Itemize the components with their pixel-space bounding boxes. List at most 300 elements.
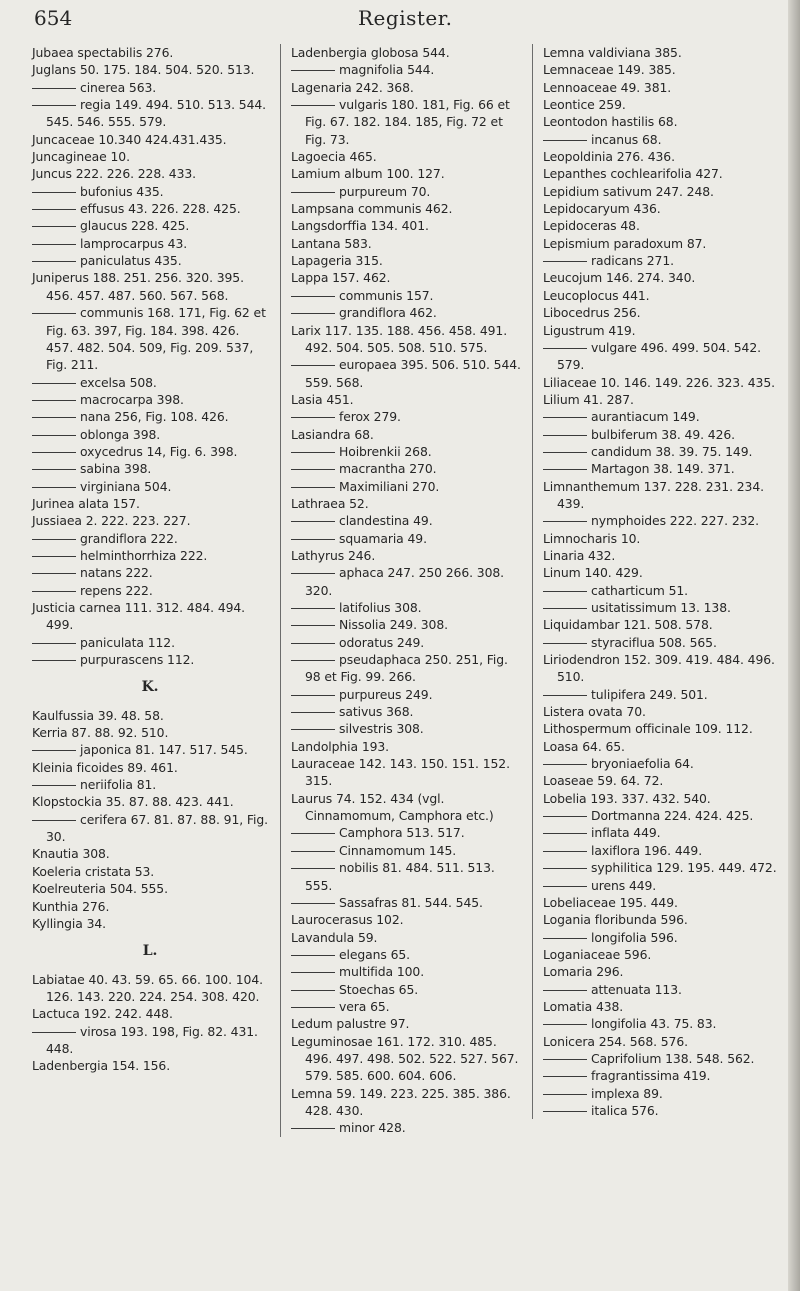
index-subentry [291, 443, 523, 460]
entry-text: Linaria 432. [543, 547, 616, 563]
index-entry [291, 495, 523, 512]
index-entry [543, 720, 777, 737]
page-header [0, 0, 788, 40]
index-entry [291, 1085, 523, 1120]
repeat-dash [291, 313, 335, 314]
entry-text: virginiana 504. [80, 478, 172, 494]
entry-text: paniculatus 435. [80, 253, 182, 269]
index-entry [543, 269, 777, 286]
entry-text: sabina 398. [80, 461, 152, 477]
entry-text: Lemnaceae 149. 385. [543, 62, 676, 78]
entry-text: paniculata 112. [80, 634, 175, 650]
entry-text: Ladenbergia globosa 544. [291, 45, 450, 60]
index-subentry [543, 686, 777, 703]
entry-text: Lantana 583. [291, 235, 372, 251]
index-entry [543, 44, 777, 61]
index-subentry [543, 842, 777, 859]
index-subentry [32, 217, 268, 234]
index-entry [291, 217, 523, 234]
entry-text: Lasia 451. [291, 391, 354, 407]
index-entry [543, 478, 777, 513]
entry-text: Martagon 38. 149. 371. [591, 461, 735, 477]
repeat-dash [32, 785, 76, 786]
entry-text: Juglans 50. 175. 184. 504. 520. 513. [32, 62, 255, 78]
entry-text: Ligustrum 419. [543, 322, 636, 338]
index-subentry [32, 374, 268, 391]
entry-text: Landolphia 193. [291, 738, 390, 754]
entry-text: Koeleria cristata 53. [32, 863, 155, 879]
entry-text: Listera ovata 70. [543, 704, 646, 720]
repeat-dash [543, 764, 587, 765]
repeat-dash [32, 556, 76, 557]
index-subentry [32, 460, 268, 477]
index-subentry [32, 96, 268, 131]
index-subentry [32, 651, 268, 668]
index-subentry [32, 776, 268, 793]
entry-text: minor 428. [339, 1120, 406, 1136]
index-entry [32, 898, 268, 915]
index-entry [291, 165, 523, 182]
index-subentry [291, 824, 523, 841]
index-subentry [291, 356, 523, 391]
index-entry [543, 183, 777, 200]
entry-text: Limnanthemum 137. 228. 231. 234. 439. [543, 478, 764, 511]
entry-text: neriifolia 81. [80, 777, 157, 793]
index-entry [543, 564, 777, 581]
entry-text: Lavandula 59. [291, 929, 378, 945]
index-entry [291, 1033, 523, 1085]
entry-text: nana 256, Fig. 108. 426. [80, 409, 229, 425]
index-subentry [32, 200, 268, 217]
entry-text: Jurinea alata 157. [32, 495, 140, 511]
index-subentry [32, 183, 268, 200]
entry-text: Lobeliaceae 195. 449. [543, 894, 678, 910]
entry-text: Lomatia 438. [543, 998, 624, 1014]
index-entry [32, 1005, 268, 1022]
entry-text: Laurocerasus 102. [291, 912, 404, 928]
entry-text: oblonga 398. [80, 426, 161, 442]
entry-text: europaea 395. 506. 510. 544. 559. 568. [305, 357, 521, 390]
entry-text: italica 576. [591, 1102, 659, 1118]
entry-text: inflata 449. [591, 825, 661, 841]
entry-text: Jubaea spectabilis 276. [32, 45, 174, 60]
index-subentry [543, 634, 777, 651]
entry-text: silvestris 308. [339, 721, 424, 737]
entry-text: Lemna valdiviana 385. [543, 45, 682, 60]
entry-text: magnifolia 544. [339, 62, 435, 78]
entry-text: Leontice 259. [543, 97, 626, 113]
index-subentry [32, 582, 268, 599]
index-subentry [543, 755, 777, 772]
repeat-dash [543, 695, 587, 696]
index-entry [32, 759, 268, 776]
repeat-dash [291, 695, 335, 696]
index-entry [32, 148, 268, 165]
entry-text: Lamium album 100. 127. [291, 166, 445, 182]
index-entry [543, 911, 777, 928]
index-subentry [543, 426, 777, 443]
entry-text: Nissolia 249. 308. [339, 617, 448, 633]
entry-text: repens 222. [80, 582, 153, 598]
entry-text: natans 222. [80, 565, 153, 581]
index-subentry [291, 651, 523, 686]
entry-text: incanus 68. [591, 131, 662, 147]
index-entry [291, 755, 523, 790]
index-entry [32, 793, 268, 810]
entry-text: Lepidium sativum 247. 248. [543, 183, 714, 199]
index-subentry [291, 61, 523, 78]
index-subentry [543, 131, 777, 148]
index-entry [291, 738, 523, 755]
index-subentry [291, 981, 523, 998]
index-entry [291, 269, 523, 286]
entry-text: purpurascens 112. [80, 652, 195, 668]
entry-text: Lampsana communis 462. [291, 201, 453, 217]
repeat-dash [291, 296, 335, 297]
index-subentry [291, 408, 523, 425]
entry-text: syphilitica 129. 195. 449. 472. [591, 860, 777, 876]
repeat-dash [543, 938, 587, 939]
index-subentry [32, 408, 268, 425]
entry-text: Lauraceae 142. 143. 150. 151. 152. 315. [291, 756, 510, 789]
repeat-dash [543, 348, 587, 349]
index-subentry [543, 443, 777, 460]
index-subentry [543, 981, 777, 998]
entry-text: elegans 65. [339, 946, 410, 962]
entry-text: Knautia 308. [32, 846, 110, 862]
index-subentry [543, 824, 777, 841]
entry-text: Lappa 157. 462. [291, 270, 391, 286]
index-subentry [543, 1102, 777, 1119]
index-subentry [291, 96, 523, 148]
index-entry [32, 269, 268, 304]
entry-text: bufonius 435. [80, 183, 164, 199]
repeat-dash [543, 886, 587, 887]
index-subentry [32, 530, 268, 547]
entry-text: latifolius 308. [339, 600, 422, 615]
index-entry [543, 530, 777, 547]
repeat-dash [543, 868, 587, 869]
entry-text: radicans 271. [591, 253, 674, 269]
index-entry [543, 165, 777, 182]
index-subentry [291, 616, 523, 633]
entry-text: Lasiandra 68. [291, 426, 374, 442]
entry-text: Cinnamomum 145. [339, 842, 457, 858]
index-entry [543, 96, 777, 113]
entry-text: squamaria 49. [339, 530, 427, 546]
index-entry [543, 894, 777, 911]
repeat-dash [32, 573, 76, 574]
index-subentry [543, 807, 777, 824]
index-subentry [32, 564, 268, 581]
entry-text: Kunthia 276. [32, 898, 110, 914]
index-subentry [291, 842, 523, 859]
index-entry [32, 880, 268, 897]
entry-text: aurantiacum 149. [591, 409, 700, 425]
index-entry [543, 200, 777, 217]
section-letter: K. [141, 679, 159, 696]
repeat-dash [543, 591, 587, 592]
page-number: 654 [34, 6, 73, 30]
entry-text: Liquidambar 121. 508. 578. [543, 617, 713, 633]
index-subentry [543, 252, 777, 269]
entry-text: odoratus 249. [339, 634, 425, 650]
entry-text: Sassafras 81. 544. 545. [339, 894, 483, 910]
entry-text: Liliaceae 10. 146. 149. 226. 323. 435. [543, 374, 775, 390]
repeat-dash [291, 833, 335, 834]
repeat-dash [291, 487, 335, 488]
entry-text: urens 449. [591, 877, 657, 893]
entry-text: vulgaris 180. 181, Fig. 66 et Fig. 67. 182. 184. 185, Fig. 72 et Fig. 73. [305, 97, 510, 147]
repeat-dash [291, 1128, 335, 1129]
index-subentry [543, 1067, 777, 1084]
index-entry [543, 287, 777, 304]
index-subentry [291, 703, 523, 720]
entry-text: longifolia 43. 75. 83. [591, 1016, 717, 1032]
index-subentry [291, 304, 523, 321]
index-entry [32, 44, 268, 61]
repeat-dash [32, 226, 76, 227]
index-subentry [32, 634, 268, 651]
repeat-dash [291, 712, 335, 713]
index-subentry [32, 304, 268, 373]
entry-text: Lagenaria 242. 368. [291, 79, 414, 95]
entry-text: Lathraea 52. [291, 495, 369, 511]
index-column-2 [280, 44, 523, 1137]
index-subentry [291, 287, 523, 304]
index-subentry [543, 460, 777, 477]
index-subentry [32, 79, 268, 96]
repeat-dash [32, 539, 76, 540]
index-entry [543, 148, 777, 165]
index-entry [543, 651, 777, 686]
index-entry [32, 1057, 268, 1074]
repeat-dash [291, 521, 335, 522]
entry-text: cinerea 563. [80, 79, 157, 95]
entry-text: attenuata 113. [591, 981, 682, 997]
repeat-dash [543, 140, 587, 141]
repeat-dash [32, 469, 76, 470]
entry-text: vera 65. [339, 998, 390, 1014]
index-subentry [32, 235, 268, 252]
repeat-dash [543, 1024, 587, 1025]
index-subentry [32, 811, 268, 846]
entry-text: Kyllingia 34. [32, 915, 106, 931]
entry-text: Hoibrenkii 268. [339, 443, 432, 459]
entry-text: candidum 38. 39. 75. 149. [591, 443, 753, 459]
index-subentry [32, 252, 268, 269]
entry-text: nymphoides 222. 227. 232. [591, 513, 760, 529]
repeat-dash [32, 1032, 76, 1033]
entry-text: Jussiaea 2. 222. 223. 227. [32, 513, 191, 529]
index-subentry [543, 512, 777, 529]
repeat-dash [291, 1007, 335, 1008]
repeat-dash [32, 660, 76, 661]
entry-text: Lepidoceras 48. [543, 218, 640, 234]
repeat-dash [543, 452, 587, 453]
entry-text: excelsa 508. [80, 374, 157, 390]
index-entry [291, 79, 523, 96]
entry-text: Labiatae 40. 43. 59. 65. 66. 100. 104. 126. 143. 220. 224. 254. 308. 420. [32, 971, 263, 1004]
entry-text: Leopoldinia 276. 436. [543, 149, 675, 165]
index-subentry [543, 1085, 777, 1102]
entry-text: Leguminosae 161. 172. 310. 485. 496. 497. 498. 502. 522. 527. 567. 579. 585. 600. 604. 606. [291, 1033, 519, 1084]
entry-text: effusus 43. 226. 228. 425. [80, 201, 241, 217]
index-subentry [291, 1119, 523, 1136]
repeat-dash [291, 365, 335, 366]
repeat-dash [291, 417, 335, 418]
repeat-dash [291, 105, 335, 106]
repeat-dash [291, 903, 335, 904]
index-entry [32, 512, 268, 529]
index-entry [543, 79, 777, 96]
repeat-dash [291, 625, 335, 626]
index-entry [291, 547, 523, 564]
repeat-dash [543, 1094, 587, 1095]
repeat-dash [32, 750, 76, 751]
entry-text: macrantha 270. [339, 461, 437, 477]
index-entry [291, 391, 523, 408]
entry-text: Lactuca 192. 242. 448. [32, 1006, 173, 1022]
entry-text: implexa 89. [591, 1085, 663, 1101]
index-subentry [543, 859, 777, 876]
entry-text: Maximiliani 270. [339, 478, 440, 494]
index-entry [32, 131, 268, 148]
repeat-dash [543, 521, 587, 522]
repeat-dash [543, 435, 587, 436]
entry-text: bulbiferum 38. 49. 426. [591, 426, 735, 442]
entry-text: Caprifolium 138. 548. 562. [591, 1050, 755, 1066]
entry-text: Juncus 222. 226. 228. 433. [32, 166, 196, 182]
repeat-dash [543, 990, 587, 991]
repeat-dash [543, 469, 587, 470]
repeat-dash [543, 608, 587, 609]
index-subentry [291, 530, 523, 547]
index-entry [291, 148, 523, 165]
entry-text: Juniperus 188. 251. 256. 320. 395. 456. 457. 487. 560. 567. 568. [32, 270, 244, 303]
index-entry [543, 790, 777, 807]
index-entry [543, 998, 777, 1015]
repeat-dash [32, 383, 76, 384]
index-subentry [543, 408, 777, 425]
entry-text: Kerria 87. 88. 92. 510. [32, 725, 169, 741]
index-entry [543, 322, 777, 339]
entry-text: Lagoecia 465. [291, 149, 377, 165]
repeat-dash [32, 487, 76, 488]
index-subentry [291, 859, 523, 894]
index-entry [291, 929, 523, 946]
repeat-dash [543, 643, 587, 644]
index-entry [291, 790, 523, 825]
index-entry [291, 235, 523, 252]
index-entry [32, 599, 268, 634]
index-subentry [543, 1015, 777, 1032]
index-entry [291, 252, 523, 269]
index-entry [543, 772, 777, 789]
entry-text: Ledum palustre 97. [291, 1016, 410, 1032]
entry-text: Lathyrus 246. [291, 547, 376, 563]
entry-text: longifolia 596. [591, 929, 678, 945]
index-entry [543, 113, 777, 130]
repeat-dash [543, 1076, 587, 1077]
entry-text: oxycedrus 14, Fig. 6. 398. [80, 443, 238, 459]
index-subentry [543, 339, 777, 374]
index-subentry [291, 512, 523, 529]
index-entry [543, 391, 777, 408]
entry-text: Lobelia 193. 337. 432. 540. [543, 790, 711, 806]
repeat-dash [32, 417, 76, 418]
entry-text: Lepidocaryum 436. [543, 201, 661, 217]
index-subentry [543, 1050, 777, 1067]
index-entry [291, 200, 523, 217]
entry-text: clandestina 49. [339, 513, 433, 529]
index-subentry [291, 720, 523, 737]
index-entry [291, 322, 523, 357]
repeat-dash [291, 469, 335, 470]
repeat-dash [543, 816, 587, 817]
repeat-dash [291, 192, 335, 193]
index-entry [543, 963, 777, 980]
entry-text: pseudaphaca 250. 251, Fig. 98 et Fig. 99. 266. [305, 652, 508, 685]
entry-text: communis 157. [339, 287, 434, 303]
index-subentry [291, 183, 523, 200]
index-subentry [291, 946, 523, 963]
repeat-dash [543, 1111, 587, 1112]
index-entry [543, 304, 777, 321]
entry-text: bryoniaefolia 64. [591, 756, 694, 772]
index-entry [543, 946, 777, 963]
index-entry [32, 845, 268, 862]
index-subentry [32, 443, 268, 460]
repeat-dash [32, 192, 76, 193]
entry-text: Loganiaceae 596. [543, 946, 652, 962]
entry-text: Linum 140. 429. [543, 565, 643, 581]
index-entry [543, 235, 777, 252]
repeat-dash [291, 70, 335, 71]
entry-text: catharticum 51. [591, 582, 688, 598]
entry-text: Lapageria 315. [291, 253, 383, 269]
entry-text: styraciflua 508. 565. [591, 634, 717, 650]
repeat-dash [291, 972, 335, 973]
index-subentry [291, 599, 523, 616]
index-subentry [32, 478, 268, 495]
entry-text: Juncaceae 10.340 424.431.435. [32, 131, 227, 147]
entry-text: nobilis 81. 484. 511. 513. 555. [305, 860, 495, 893]
index-column-3 [532, 44, 777, 1119]
repeat-dash [32, 209, 76, 210]
entry-text: Langsdorffia 134. 401. [291, 218, 429, 234]
repeat-dash [32, 244, 76, 245]
entry-text: helminthorrhiza 222. [80, 547, 208, 563]
index-entry [32, 724, 268, 741]
running-head: Register. [358, 6, 453, 30]
index-subentry [543, 877, 777, 894]
index-subentry [32, 1023, 268, 1058]
entry-text: communis 168. 171, Fig. 62 et Fig. 63. 397, Fig. 184. 398. 426. 457. 482. 504. 509, Fig. 209. 537, Fig. 211. [46, 305, 266, 373]
index-entry [291, 44, 523, 61]
entry-text: Lennoaceae 49. 381. [543, 79, 672, 95]
index-subentry [291, 686, 523, 703]
index-entry [543, 616, 777, 633]
entry-text: aphaca 247. 250 266. 308. 320. [305, 565, 504, 598]
entry-text: Stoechas 65. [339, 981, 419, 997]
repeat-dash [291, 868, 335, 869]
entry-text: Lithospermum officinale 109. 112. [543, 721, 753, 737]
index-subentry [32, 391, 268, 408]
entry-text: usitatissimum 13. 138. [591, 600, 731, 615]
repeat-dash [291, 608, 335, 609]
repeat-dash [32, 591, 76, 592]
